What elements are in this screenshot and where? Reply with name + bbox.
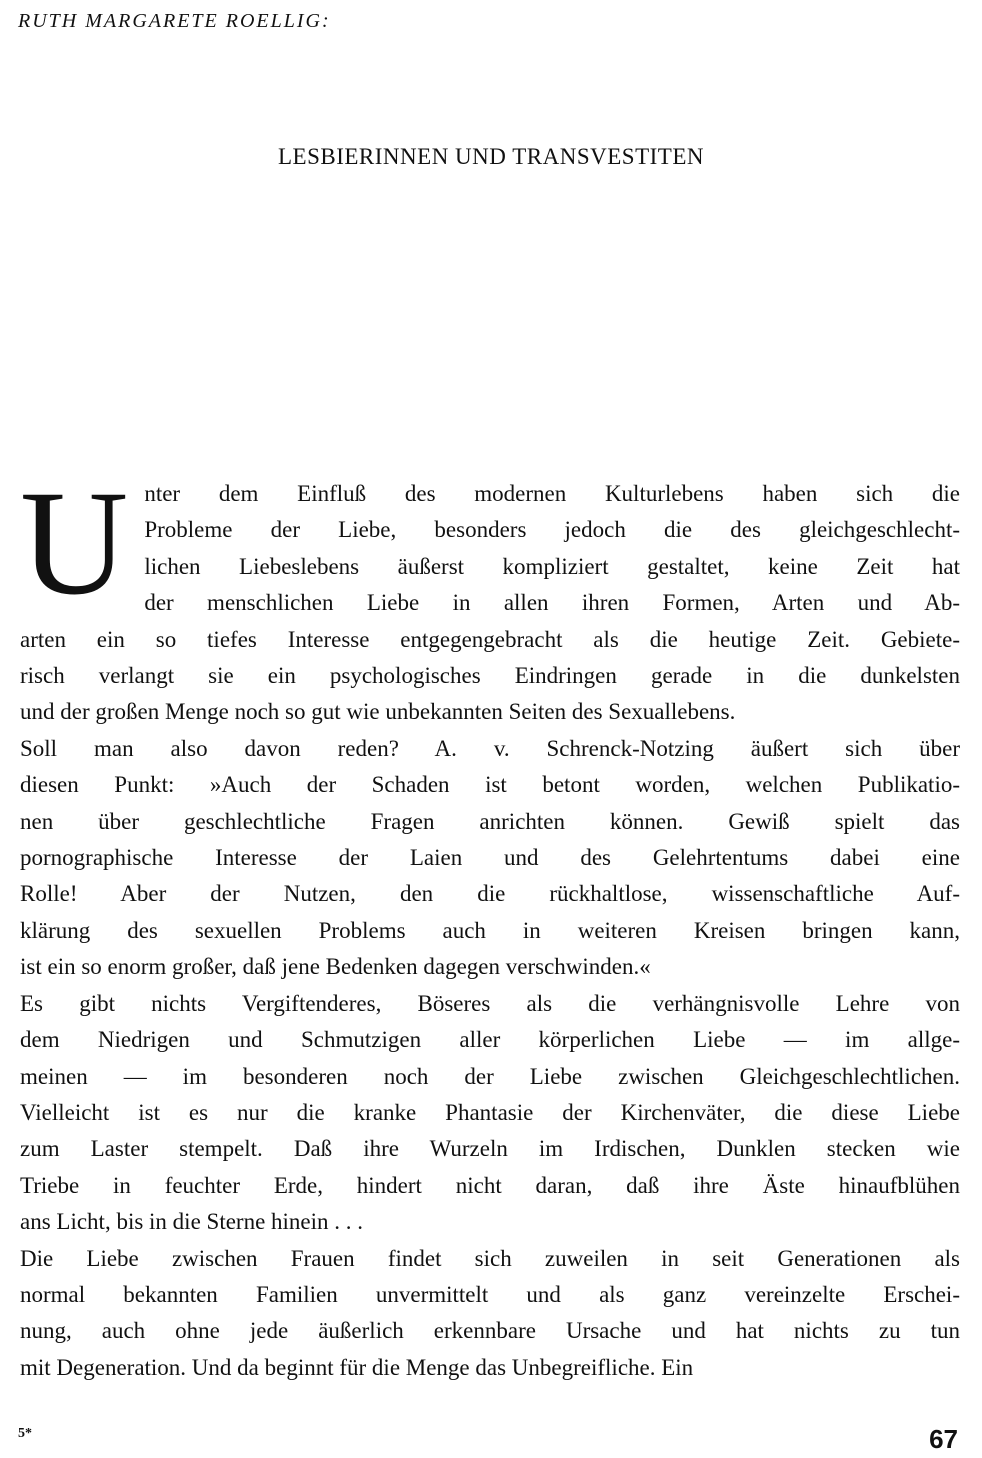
text-line: nter dem Einfluß des modernen Kulturlebens haben sich die — [144, 481, 960, 506]
text-line: Probleme der Liebe, besonders jedoch die des gleichgeschlecht- — [144, 517, 960, 543]
text-line: Soll man also davon reden? A. v. Schrenck-Notzing äußert sich über — [20, 735, 960, 761]
text-line: normal bekannten Familien unvermittelt und als ganz vereinzelte Erschei- — [20, 1281, 960, 1307]
paragraph-4-lines — [20, 1241, 960, 1387]
text-line: mit Degeneration. Und da beginnt für die Menge das Unbegreifliche. Ein — [20, 1354, 694, 1380]
text-line: Rolle! Aber der Nutzen, den die rückhaltlose, wissenschaftliche Auf- — [20, 881, 960, 907]
text-line: arten ein so tiefes Interesse entgegengebracht als die heutige Zeit. Gebiete- — [20, 626, 960, 652]
text-line: Triebe in feuchter Erde, hindert nicht daran, daß ihre Äste hinaufblühen — [20, 1172, 960, 1198]
text-line: meinen — im besonderen noch der Liebe zwischen Gleichgeschlechtlichen. — [20, 1063, 960, 1089]
article-title: LESBIERINNEN UND TRANSVESTITEN — [277, 144, 704, 169]
paragraph-1 — [20, 460, 960, 731]
text-line: nung, auch ohne jede äußerlich erkennbare Ursache und hat nichts zu tun — [20, 1318, 960, 1344]
text-line: ist ein so enorm großer, daß jene Bedenken dagegen verschwinden.« — [20, 954, 651, 980]
text-line: zum Laster stempelt. Daß ihre Wurzeln im Irdischen, Dunklen stecken wie — [20, 1136, 960, 1162]
paragraph-3-lines — [20, 986, 960, 1241]
drop-cap: U — [20, 460, 129, 626]
text-line: Die Liebe zwischen Frauen findet sich zuweilen in seit Generationen als — [20, 1245, 960, 1271]
paragraph-2 — [20, 731, 960, 986]
text-line: Vielleicht ist es nur die kranke Phantasie der Kirchenväter, die diese Liebe — [20, 1099, 960, 1125]
text-line: der menschlichen Liebe in allen ihren Formen, Arten und Ab- — [144, 590, 960, 616]
text-line: klärung des sexuellen Problems auch in weiteren Kreisen bringen kann, — [20, 917, 960, 943]
text-line: nen über geschlechtliche Fragen anrichten können. Gewiß spielt das — [20, 808, 960, 834]
page-number: 67 — [929, 1424, 958, 1454]
paragraph-1-lines — [20, 460, 960, 731]
text-line: Es gibt nichts Vergiftenderes, Böseres als die verhängnisvolle Lehre von — [20, 990, 960, 1016]
text-line: diesen Punkt: »Auch der Schaden ist betont worden, welchen Publikatio- — [20, 772, 960, 798]
text-line: und der großen Menge noch so gut wie unbekannten Seiten des Sexuallebens. — [20, 699, 736, 725]
text-line: lichen Liebeslebens äußerst kompliziert gestaltet, keine Zeit hat — [144, 553, 960, 579]
paragraph-3 — [20, 986, 960, 1241]
running-header-author: RUTH MARGARETE ROELLIG: — [18, 10, 331, 32]
paragraph-2-lines — [20, 731, 960, 986]
article-body — [20, 460, 960, 1386]
text-line: dem Niedrigen und Schmutzigen aller körperlichen Liebe — im allge- — [20, 1027, 960, 1053]
paragraph-4 — [20, 1241, 960, 1387]
text-line: pornographische Interesse der Laien und des Gelehrtentums dabei eine — [20, 845, 960, 871]
text-line: ans Licht, bis in die Sterne hinein . . . — [20, 1209, 364, 1235]
signature-mark: 5* — [18, 1426, 32, 1441]
text-line: risch verlangt sie ein psychologisches Eindringen gerade in die dunkelsten — [20, 663, 960, 689]
